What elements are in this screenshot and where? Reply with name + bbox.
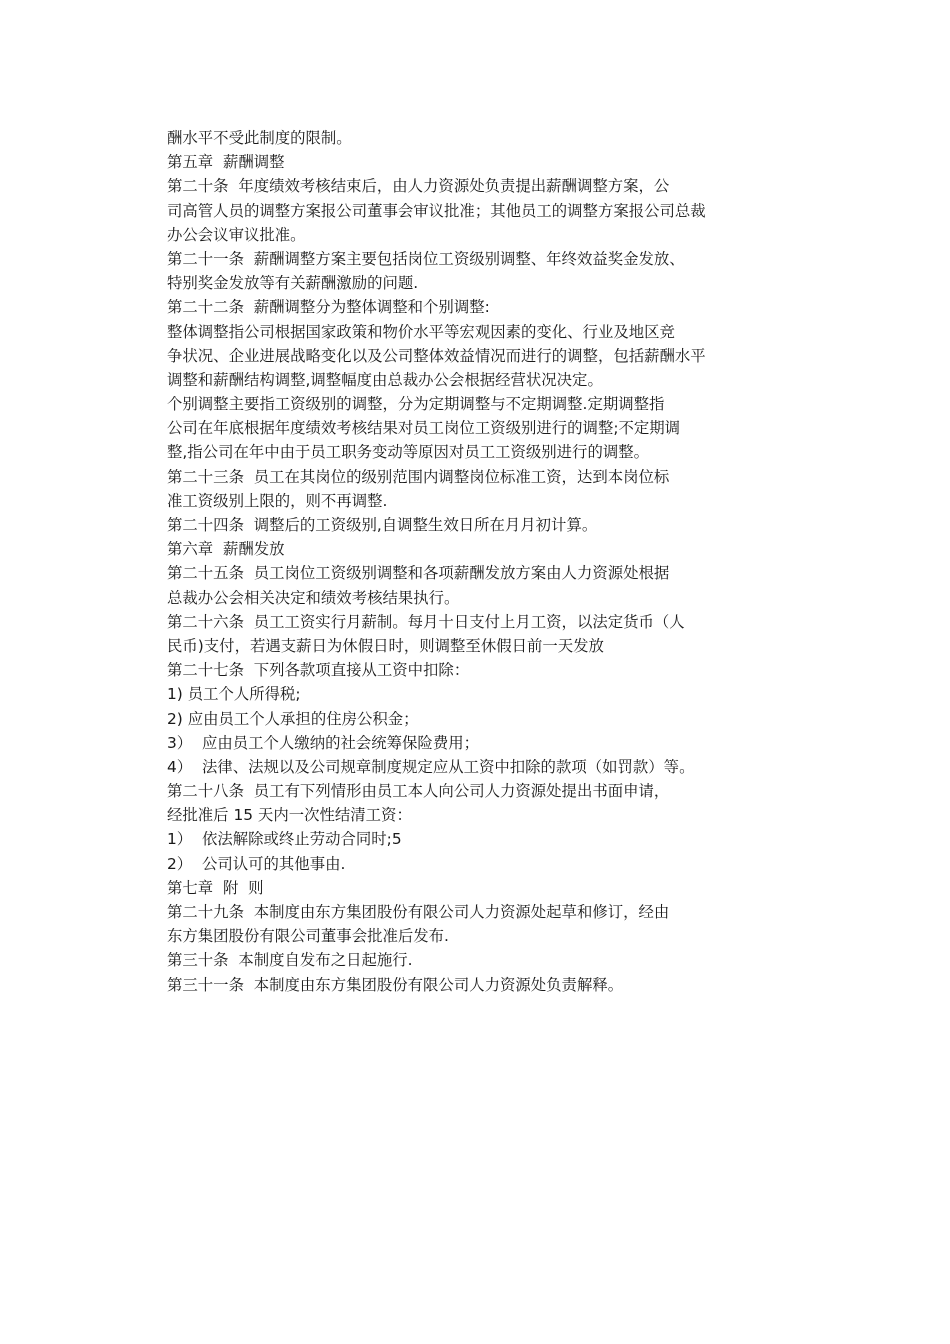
text-line: 第二十六条 员工工资实行月薪制。每月十日支付上月工资，以法定货币（人 bbox=[167, 612, 685, 631]
text-line: 准工资级别上限的，则不再调整. bbox=[167, 491, 388, 510]
text-line: 第二十七条 下列各款项直接从工资中扣除： bbox=[167, 661, 470, 680]
text-line: 总裁办公会相关决定和绩效考核结果执行。 bbox=[167, 588, 460, 607]
list-item: 2) 应由员工个人承担的住房公积金； bbox=[167, 709, 419, 728]
text-line: 民币)支付，若遇支薪日为休假日时，则调整至休假日前一天发放 bbox=[167, 636, 604, 655]
text-line: 整体调整指公司根据国家政策和物价水平等宏观因素的变化、行业及地区竞 bbox=[167, 322, 675, 341]
text-line: 调整和薪酬结构调整,调整幅度由总裁办公会根据经营状况决定。 bbox=[167, 370, 603, 389]
text-line: 第二十条 年度绩效考核结束后，由人力资源处负责提出薪酬调整方案，公 bbox=[167, 177, 670, 196]
text-line: 争状况、企业进展战略变化以及公司整体效益情况而进行的调整，包括薪酬水平 bbox=[167, 346, 706, 365]
text-line: 酬水平不受此制度的限制。 bbox=[167, 129, 352, 147]
text-line: 公司在年底根据年度绩效考核结果对员工岗位工资级别进行的调整;不定期调 bbox=[167, 419, 681, 438]
text-line: 司高管人员的调整方案报公司董事会审议批准；其他员工的调整方案报公司总裁 bbox=[167, 201, 706, 220]
text-line: 办公会议审议批准。 bbox=[167, 225, 306, 244]
list-item: 1) 员工个人所得税; bbox=[167, 685, 301, 704]
document-body bbox=[167, 126, 787, 997]
text-line: 整,指公司在年中由于员工职务变动等原因对员工工资级别进行的调整。 bbox=[167, 443, 650, 462]
text-line: 第二十五条 员工岗位工资级别调整和各项薪酬发放方案由人力资源处根据 bbox=[167, 564, 670, 583]
list-item: 2） 公司认可的其他事由. bbox=[167, 854, 346, 873]
chapter-heading: 第五章 薪酬调整 bbox=[167, 153, 285, 172]
chapter-heading: 第七章 附 则 bbox=[167, 878, 264, 897]
text-line: 东方集团股份有限公司董事会批准后发布. bbox=[167, 927, 449, 946]
list-item: 4） 法律、法规以及公司规章制度规定应从工资中扣除的款项（如罚款）等。 bbox=[167, 757, 695, 776]
list-item: 3） 应由员工个人缴纳的社会统筹保险费用； bbox=[167, 733, 479, 752]
text-line: 第二十一条 薪酬调整方案主要包括岗位工资级别调整、年终效益奖金发放、 bbox=[167, 249, 685, 268]
text-line: 第三十条 本制度自发布之日起施行. bbox=[167, 951, 413, 970]
text-line: 第二十四条 调整后的工资级别,自调整生效日所在月月初计算。 bbox=[167, 516, 598, 534]
chapter-heading: 第六章 薪酬发放 bbox=[167, 540, 285, 559]
text-line: 特别奖金发放等有关薪酬激励的问题. bbox=[167, 274, 419, 293]
text-line: 经批准后 15 天内一次性结清工资： bbox=[167, 806, 412, 825]
list-item: 1） 依法解除或终止劳动合同时;5 bbox=[167, 830, 402, 849]
text-line: 第三十一条 本制度由东方集团股份有限公司人力资源处负责解释。 bbox=[167, 975, 624, 994]
text-line: 第二十三条 员工在其岗位的级别范围内调整岗位标准工资，达到本岗位标 bbox=[167, 467, 670, 486]
text-line: 第二十二条 薪酬调整分为整体调整和个别调整: bbox=[167, 298, 490, 317]
text-line: 第二十八条 员工有下列情形由员工本人向公司人力资源处提出书面申请， bbox=[167, 782, 670, 801]
text-line: 个别调整主要指工资级别的调整，分为定期调整与不定期调整.定期调整指 bbox=[167, 395, 665, 414]
text-line: 第二十九条 本制度由东方集团股份有限公司人力资源处起草和修订，经由 bbox=[167, 903, 670, 921]
